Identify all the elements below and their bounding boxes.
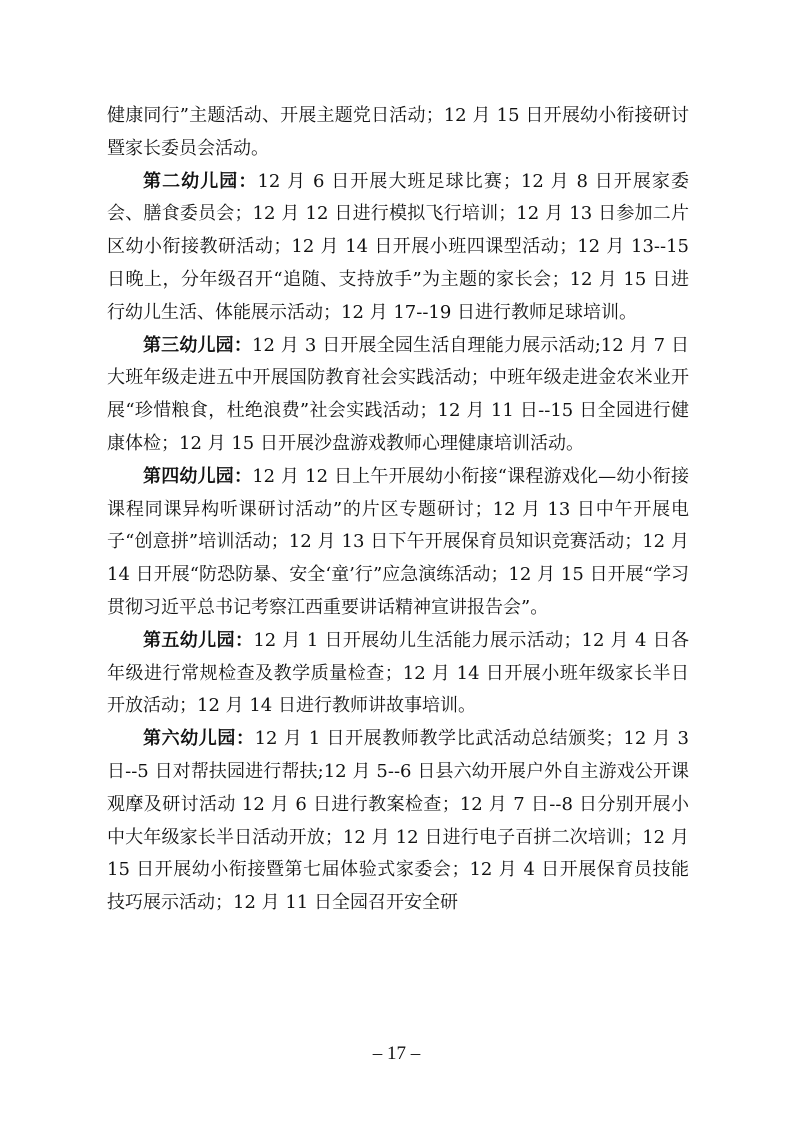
continuation-paragraph: 健康同行”主题活动、开展主题党日活动；12 月 15 日开展幼小衔接研讨暨家长委员会活动。 — [107, 105, 689, 159]
kindergarten-name: 第二幼儿园： — [143, 170, 258, 192]
kindergarten-name: 第六幼儿园： — [143, 728, 255, 750]
paragraph-text: 12 月 6 日开展大班足球比赛；12 月 8 日开展家委会、膳食委员会；12 月 12 日进行模拟飞行培训；12 月 13 日参加二片区幼小衔接教研活动；12 月 14 日开展小班四课型活动；12 月 13--15 日晚上，分年级召开“追随、支持放手”为主题的家长会；12 月 15 日进行幼儿生活、体能展示活动；12 月 17--19 日进行教师足球培训。 — [107, 170, 689, 323]
paragraph-kindergarten-2 — [107, 166, 689, 330]
paragraph-kindergarten-6 — [107, 723, 689, 920]
kindergarten-name: 第四幼儿园： — [143, 465, 253, 487]
paragraph-kindergarten-4 — [107, 461, 689, 625]
paragraph-text: 12 月 12 日上午开展幼小衔接“课程游戏化—幼小衔接课程同课异构听课研讨活动”的片区专题研讨；12 月 13 日中午开展电子“创意拼”培训活动；12 月 13 日下午开展保育员知识竞赛活动；12 月 14 日开展“防恐防暴、安全‘童’行”应急演练活动；12 月 15 日开展“学习贯彻习近平总书记考察江西重要讲话精神宣讲报告会”。 — [107, 465, 689, 618]
paragraph-text: 12 月 1 日开展教师教学比武活动总结颁奖；12 月 3 日--5 日对帮扶园进行帮扶;12 月 5--6 日县六幼开展户外自主游戏公开课观摩及研讨活动 12 月 6 日进行教案检查；12 月 7 日--8 日分别开展小中大年级家长半日活动开放；12 月 12 日进行电子百拼二次培训；12 月 15 日开展幼小衔接暨第七届体验式家委会；12 月 4 日开展保育员技能技巧展示活动；12 月 11 日全园召开安全研 — [107, 728, 689, 914]
paragraph-text: 12 月 1 日开展幼儿生活能力展示活动；12 月 4 日各年级进行常规检查及教学质量检查；12 月 14 日开展小班年级家长半日开放活动；12 月 14 日进行教师讲故事培训。 — [107, 629, 690, 717]
document-body — [107, 100, 689, 920]
page-number: – 17 – — [372, 1043, 421, 1064]
kindergarten-name: 第三幼儿园： — [143, 334, 253, 356]
paragraph-kindergarten-5 — [107, 625, 689, 723]
paragraph-kindergarten-3 — [107, 330, 689, 461]
paragraph-text: 12 月 3 日开展全园生活自理能力展示活动;12 月 7 日大班年级走进五中开展国防教育社会实践活动；中班年级走进金农米业开展“珍惜粮食，杜绝浪费”社会实践活动；12 月 11 日--15 日全园进行健康体检；12 月 15 日开展沙盘游戏教师心理健康培训活动。 — [107, 334, 689, 454]
kindergarten-name: 第五幼儿园： — [143, 629, 254, 651]
